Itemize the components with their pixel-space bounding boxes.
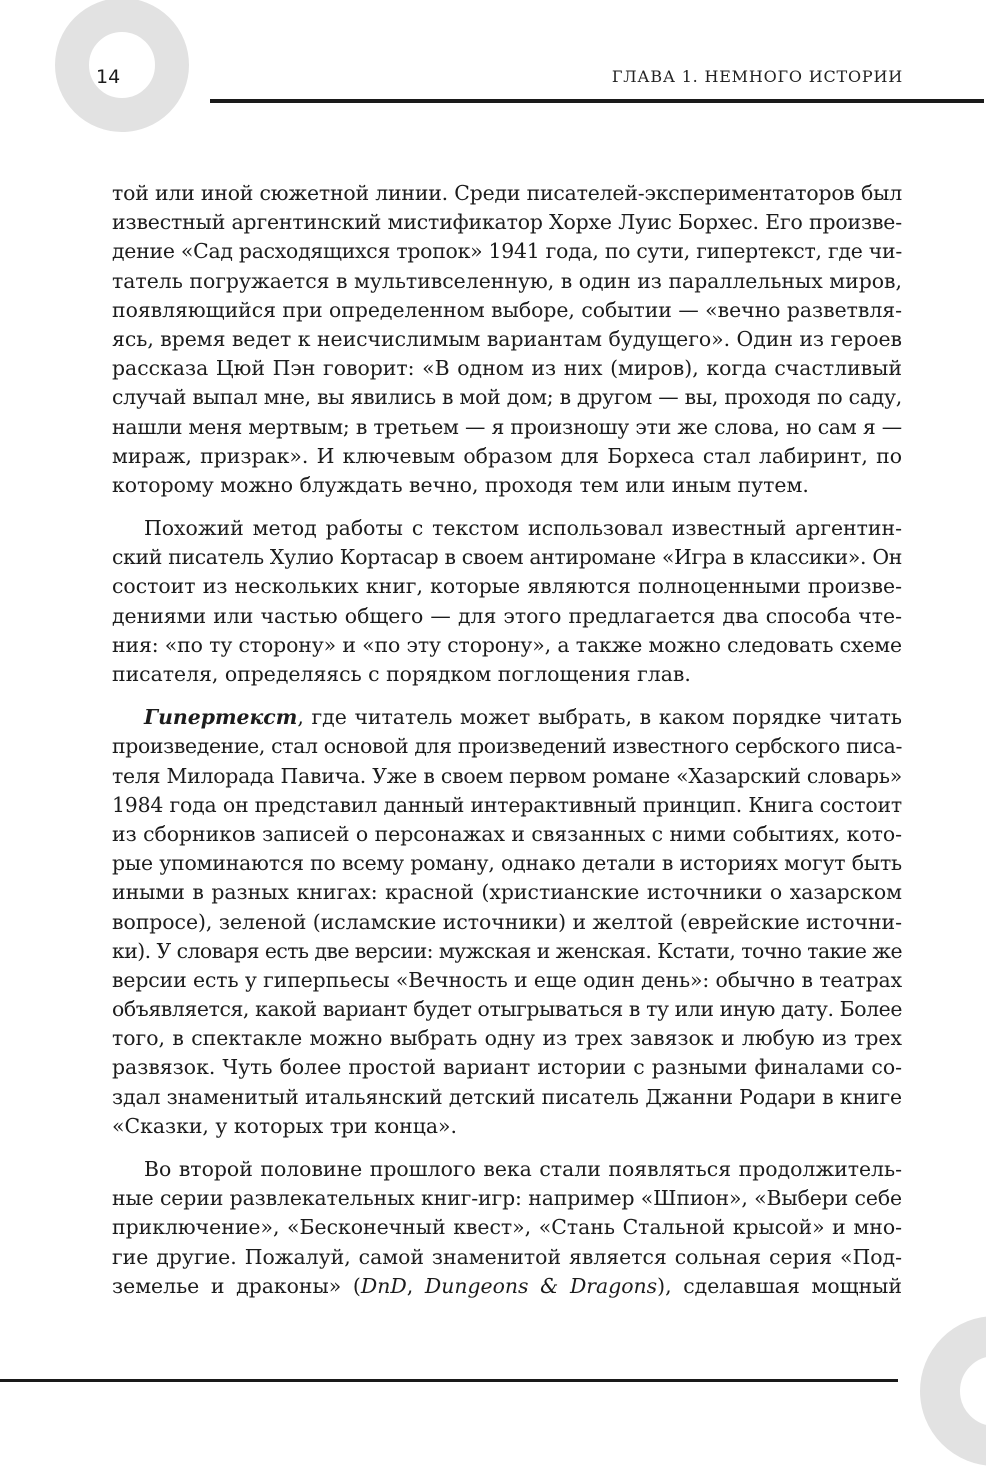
running-head: ГЛАВА 1. НЕМНОГО ИСТОРИИ [611, 67, 903, 86]
text-line: которому можно блуждать вечно, проходя тем или иным путем. [112, 472, 809, 497]
text-line: Во второй половине прошлого века стали появляться продолжитель- [144, 1157, 902, 1181]
text-line: 1984 года он представил данный интерактивный принцип. Книга состоит [112, 792, 903, 817]
text-line: состоит из нескольких книг, которые являются полноценными произве- [112, 574, 902, 599]
text-line: из сборников записей о персонажах и связанных с ними событиях, кото- [112, 821, 902, 846]
line-part: , [406, 1273, 425, 1298]
decorative-ring-bottom [920, 1316, 986, 1466]
text-line: ский писатель Хулио Кортасар в своем антиромане «Игра в классики». Он [112, 545, 902, 570]
text-line: объявляется, какой вариант будет отыгрываться в ту или иную дату. Более [112, 997, 902, 1022]
text-line: ные серии развлекательных книг-игр: например «Шпион», «Выбери себе [112, 1186, 902, 1211]
decorative-ring-top [55, 0, 189, 132]
text-line: случай выпал мне, вы явились в мой дом; в другом — вы, проходя по саду, [112, 385, 902, 410]
text-line [112, 1272, 902, 1301]
text-line: писателя, определяясь с порядком поглощения глав. [112, 662, 691, 686]
text-line: Похожий метод работы с текстом использовал известный аргентин- [144, 516, 902, 541]
text-line: того, в спектакле можно выбрать одну из трех завязок и любую из трех [112, 1026, 902, 1051]
text-line: появляющийся при определенном выборе, событии — «вечно разветвля- [112, 297, 902, 322]
text-line: здал знаменитый итальянский детский писатель Джанни Родари в книге [112, 1084, 902, 1109]
lead-line-rest: , где читатель может выбрать, в каком порядке читать [297, 705, 902, 730]
text-line: рассказа Цюй Пэн говорит: «В одном из них (миров), когда счастливый [112, 356, 902, 381]
text-line: рые упоминаются по всему роману, однако детали в историях могут быть [112, 851, 902, 876]
text-line: ясь, время ведет к неисчислимым вариантам будущего». Один из героев [112, 326, 902, 351]
header-rule [210, 99, 984, 103]
page-number: 14 [96, 66, 121, 88]
text-line: произведение, стал основой для произведений известного сербского писа- [112, 734, 902, 759]
text-line: дение «Сад расходящихся тропок» 1941 года, по сути, гипертекст, где чи- [112, 239, 902, 264]
text-line: приключение», «Бесконечный квест», «Стань Стальной крысой» и мно- [112, 1215, 902, 1240]
text-line: той или иной сюжетной линии. Среди писателей-экспериментаторов был [112, 181, 902, 205]
line-part: ), сделавшая мощный [657, 1273, 902, 1298]
text-line: мираж, призрак». И ключевым образом для Борхеса стал лабиринт, по [112, 443, 902, 468]
text-line: «Сказки, у которых три конца». [112, 1113, 457, 1138]
paragraph-3 [112, 703, 902, 1141]
footer-rule [0, 1379, 898, 1382]
italic-term: DnD [360, 1273, 407, 1298]
paragraph-2 [112, 514, 902, 689]
italic-term: Dungeons & Dragons [424, 1273, 658, 1298]
text-line: ки). У словаря есть две версии: мужская и женская. Кстати, точно такие же [112, 938, 902, 963]
text-line: татель погружается в мультивселенную, в один из параллельных миров, [112, 268, 902, 293]
body-text [112, 179, 902, 1301]
text-line: версии есть у гиперпьесы «Вечность и еще один день»: обычно в театрах [112, 967, 902, 992]
lead-term: Гипертекст [144, 705, 298, 730]
text-line: нашли меня мертвым; в третьем — я произношу эти же слова, но сам я — [112, 414, 902, 439]
text-line: развязок. Чуть более простой вариант истории с разными финалами со- [112, 1055, 902, 1080]
text-line: дениями или частью общего — для этого предлагается два способа чте- [112, 603, 902, 628]
text-line: гие другие. Пожалуй, самой знаменитой является сольная серия «Под- [112, 1244, 902, 1269]
text-line: ния: «по ту сторону» и «по эту сторону», а также можно следовать схеме [112, 632, 902, 657]
paragraph-4 [112, 1155, 902, 1301]
paragraph-1 [112, 179, 902, 500]
line-part: земелье и драконы» ( [112, 1273, 361, 1298]
text-line: вопросе), зеленой (исламские источники) и желтой (еврейские источни- [112, 909, 902, 934]
text-line: иными в разных книгах: красной (христианские источники о хазарском [112, 880, 902, 905]
text-line: известный аргентинский мистификатор Хорхе Луис Борхес. Его произве- [112, 210, 902, 235]
text-line: теля Милорада Павича. Уже в своем первом романе «Хазарский словарь» [112, 763, 902, 788]
text-line [112, 703, 902, 732]
